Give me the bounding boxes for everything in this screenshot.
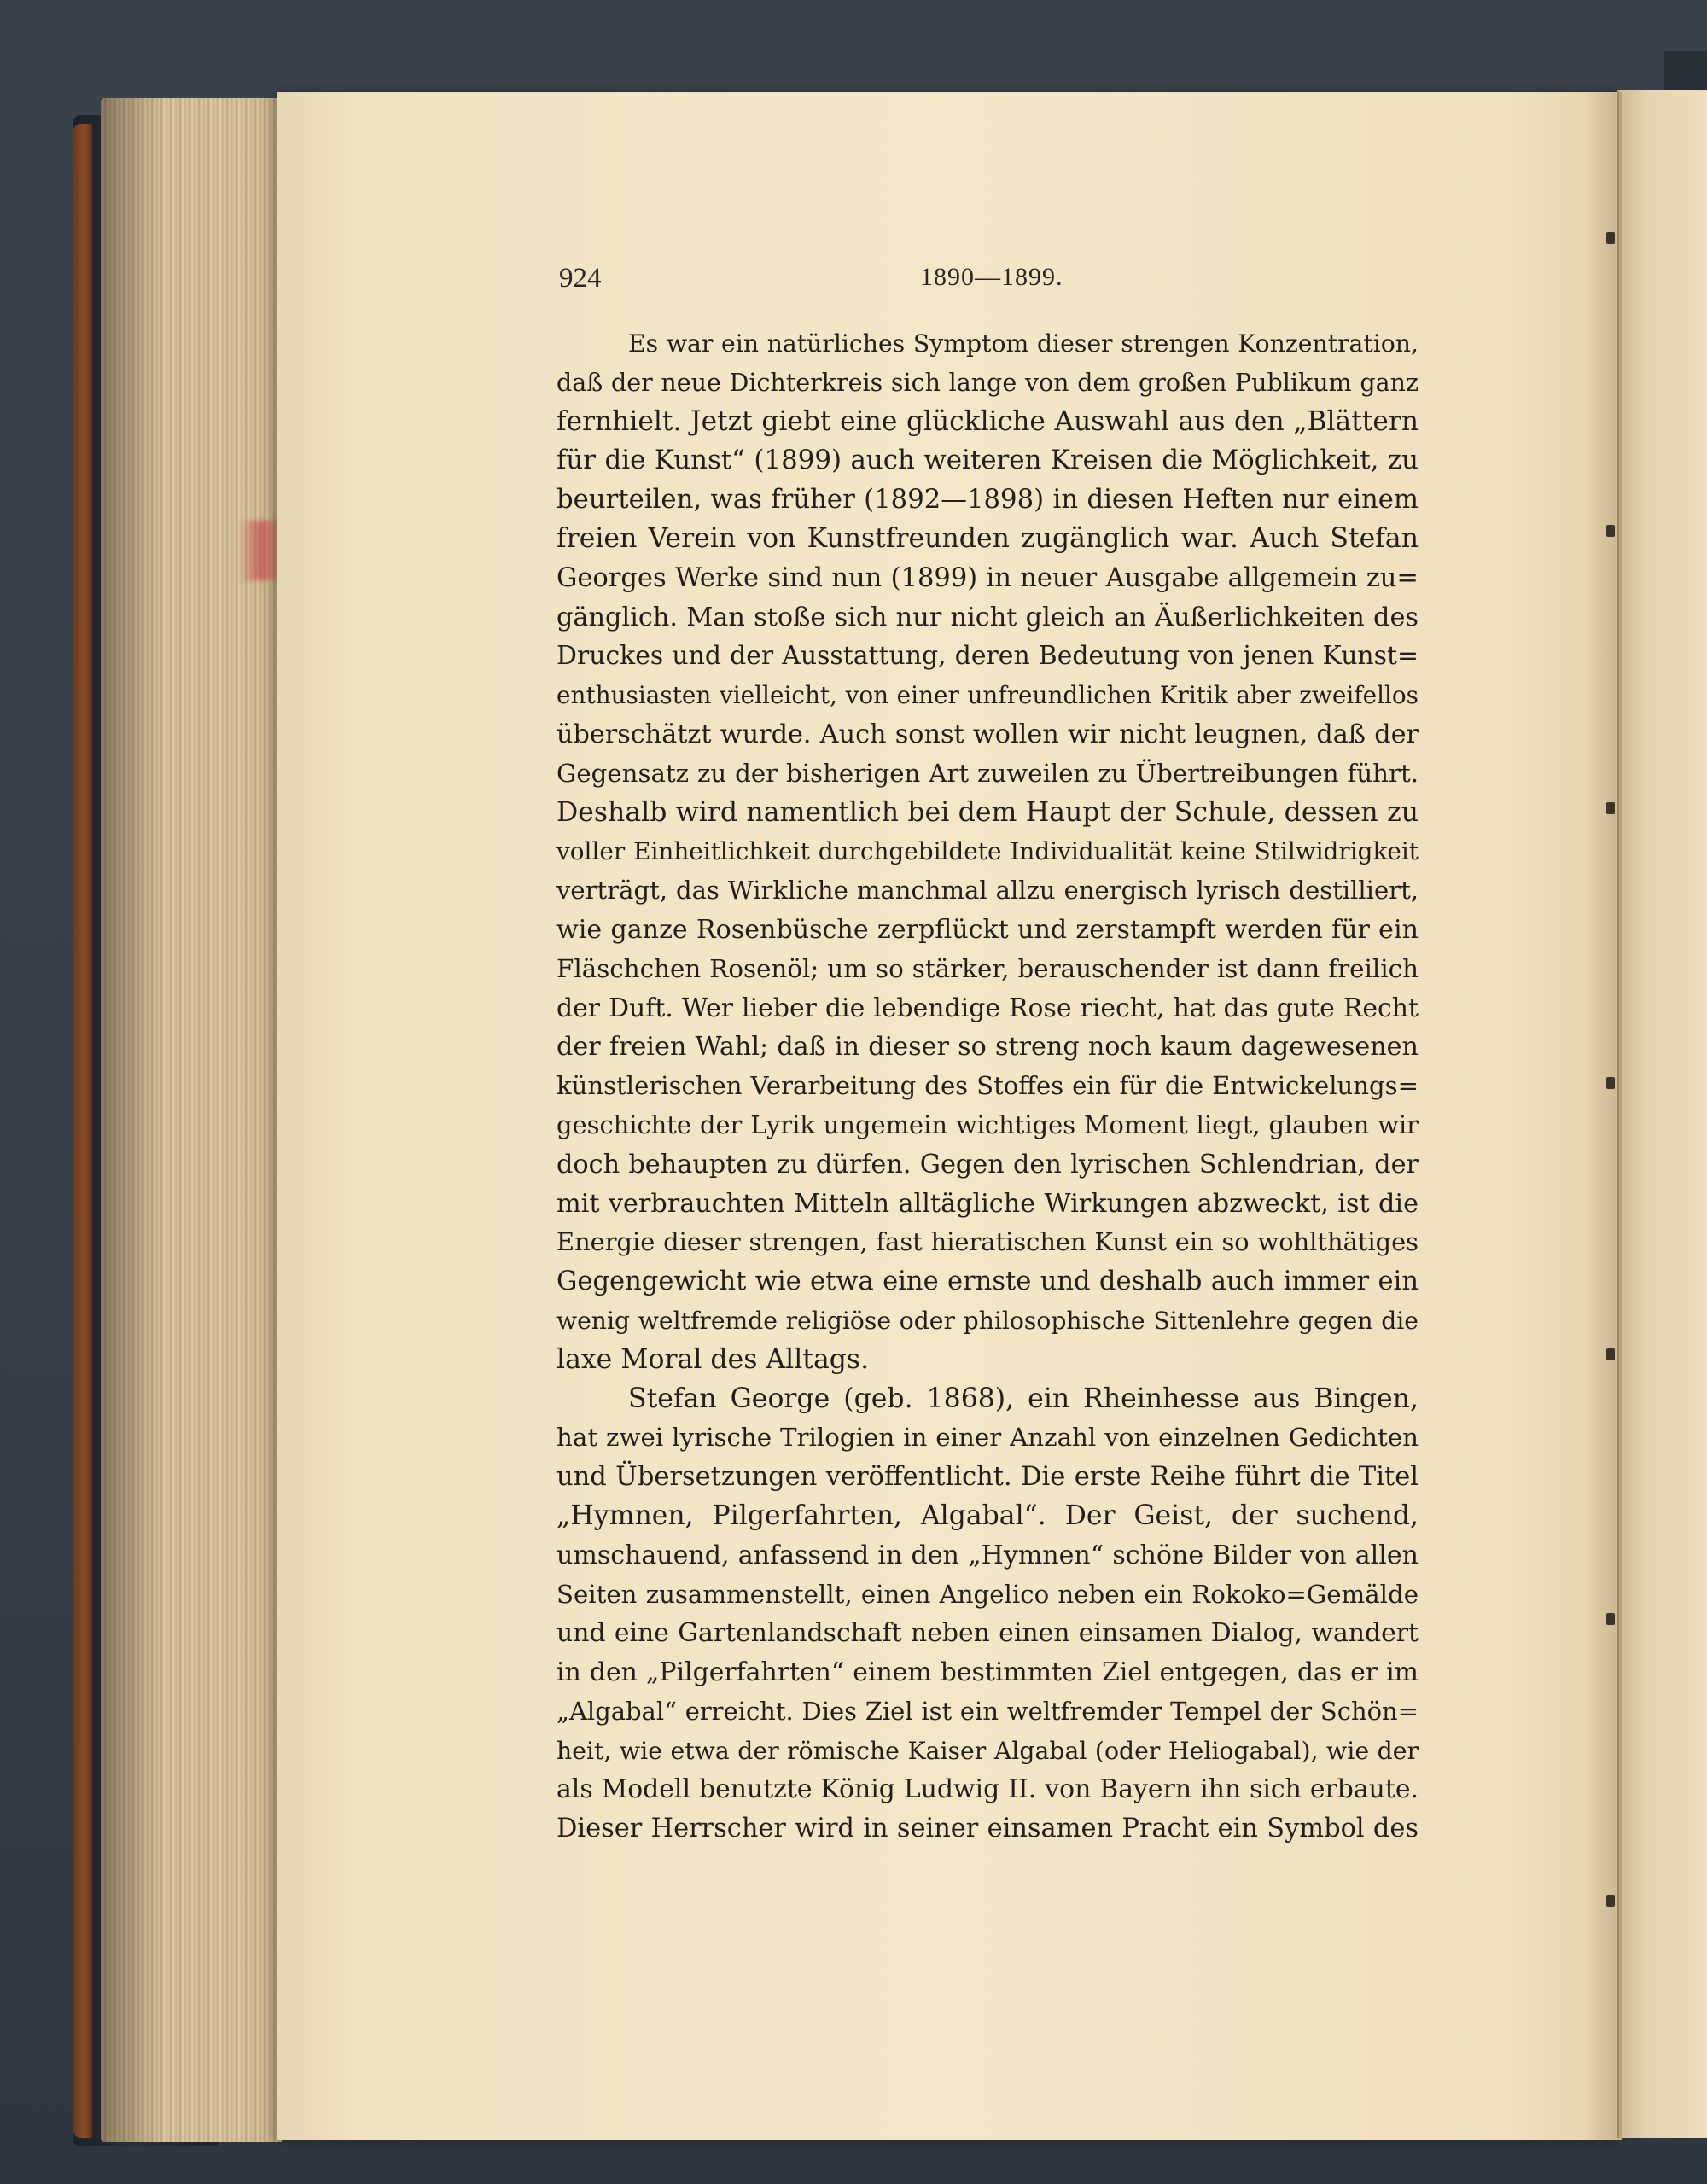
text-line: heit, wie etwa der römische Kaiser Algabal (oder Heliogabal), wie der <box>556 1736 1419 1765</box>
paragraph <box>556 324 1419 1380</box>
text-line: verträgt, das Wirkliche manchmal allzu energisch lyrisch destilliert, <box>556 876 1419 906</box>
text-line: Gegensatz zu der bisherigen Art zuweilen zu Übertreibungen führt. <box>556 758 1419 788</box>
text-line: geschichte der Lyrik ungemein wichtiges Moment liegt, glauben wir <box>556 1109 1419 1139</box>
body-text <box>556 324 1419 1849</box>
text-line: beurteilen, was früher (1892—1898) in diesen Heften nur einem <box>556 484 1419 515</box>
binding-thread-mark <box>1606 232 1615 244</box>
text-line: Dieser Herrscher wird in seiner einsamen Pracht ein Symbol des <box>556 1814 1419 1844</box>
text-line: hat zwei lyrische Trilogien in einer Anzahl von einzelnen Gedichten <box>556 1423 1419 1453</box>
binding-thread-mark <box>1606 525 1615 537</box>
text-line: der freien Wahl; daß in dieser so streng noch kaum dagewesenen <box>556 1032 1419 1063</box>
text-line: voller Einheitlichkeit durchgebildete Individualität keine Stilwidrigkeit <box>556 837 1419 866</box>
text-line: „Hymnen, Pilgerfahrten, Algabal“. Der Geist, der suchend, <box>556 1500 1419 1531</box>
binding-thread-mark <box>1606 1895 1615 1907</box>
facing-page-edge <box>1617 90 1707 2138</box>
paragraph <box>556 1380 1419 1849</box>
text-line: „Algabal“ erreicht. Dies Ziel ist ein weltfremder Tempel der Schön= <box>556 1696 1419 1726</box>
text-line: und eine Gartenlandschaft neben einen einsamen Dialog, wandert <box>556 1618 1419 1649</box>
text-line: künstlerischen Verarbeitung des Stoffes ein für die Entwickelungs= <box>556 1071 1419 1101</box>
page-number: 924 <box>559 263 602 294</box>
text-line: Seiten zusammenstellt, einen Angelico neben ein Rokoko=Gemälde <box>556 1579 1419 1609</box>
text-line: umschauend, anfassend in den „Hymnen“ schöne Bilder von allen <box>556 1540 1419 1570</box>
text-line: fernhielt. Jetzt giebt eine glückliche Auswahl aus den „Blättern <box>556 405 1419 437</box>
text-line: Stefan George (geb. 1868), ein Rheinhesse aus Bingen, <box>628 1383 1419 1414</box>
binding-thread-mark <box>1606 1348 1615 1360</box>
text-line: gänglich. Man stoße sich nur nicht gleich an Äußerlichkeiten des <box>556 602 1419 632</box>
binding-thread-mark <box>1606 1077 1615 1089</box>
running-head: 1890—1899. <box>920 263 1063 291</box>
text-line: Deshalb wird namentlich bei dem Haupt der Schule, dessen zu <box>556 796 1419 828</box>
text-line: und Übersetzungen veröffentlicht. Die erste Reihe führt die Titel <box>556 1462 1419 1493</box>
text-line: doch behaupten zu dürfen. Gegen den lyrischen Schlendrian, der <box>556 1149 1419 1179</box>
binding-thread-mark <box>1606 1613 1615 1625</box>
text-line: Gegengewicht wie etwa eine ernste und deshalb auch immer ein <box>556 1267 1419 1297</box>
text-line: daß der neue Dichterkreis sich lange von dem großen Publikum ganz <box>556 368 1419 397</box>
gutter-shadow <box>1583 92 1622 2140</box>
text-line: Energie dieser strengen, fast hieratischen Kunst ein so wohlthätiges <box>556 1227 1419 1257</box>
text-line: als Modell benutzte König Ludwig II. von Bayern ihn sich erbaute. <box>556 1774 1419 1805</box>
binding-thread-mark <box>1606 802 1615 814</box>
text-line: laxe Moral des Alltags. <box>556 1343 870 1375</box>
text-line: überschätzt wurde. Auch sonst wollen wir nicht leugnen, daß der <box>556 719 1419 749</box>
text-line: freien Verein von Kunstfreunden zugänglich war. Auch Stefan <box>556 522 1419 554</box>
text-line: mit verbrauchten Mitteln alltägliche Wirkungen abzweckt, ist die <box>556 1188 1419 1219</box>
text-line: der Duft. Wer lieber die lebendige Rose riecht, hat das gute Recht <box>556 993 1419 1023</box>
cover-edge <box>73 124 92 2138</box>
text-line: Georges Werke sind nun (1899) in neuer Ausgabe allgemein zu= <box>556 562 1419 593</box>
page-stack-shadow <box>101 98 282 2142</box>
text-line: Fläschchen Rosenöl; um so stärker, berauschender ist dann freilich <box>556 953 1419 983</box>
text-line: wenig weltfremde religiöse oder philosophische Sittenlehre gegen die <box>556 1306 1419 1335</box>
text-line: für die Kunst“ (1899) auch weiteren Kreisen die Möglichkeit, zu <box>556 445 1419 476</box>
bookmark-stain <box>239 521 282 580</box>
text-line: wie ganze Rosenbüsche zerpflückt und zerstampft werden für ein <box>556 914 1419 945</box>
text-line: in den „Pilgerfahrten“ einem bestimmten Ziel entgegen, das er im <box>556 1657 1419 1688</box>
text-line: Druckes und der Ausstattung, deren Bedeutung von jenen Kunst= <box>556 641 1419 672</box>
text-line: Es war ein natürliches Symptom dieser strengen Konzentration, <box>628 329 1419 358</box>
text-line: enthusiasten vielleicht, von einer unfreundlichen Kritik aber zweifellos <box>556 681 1419 710</box>
